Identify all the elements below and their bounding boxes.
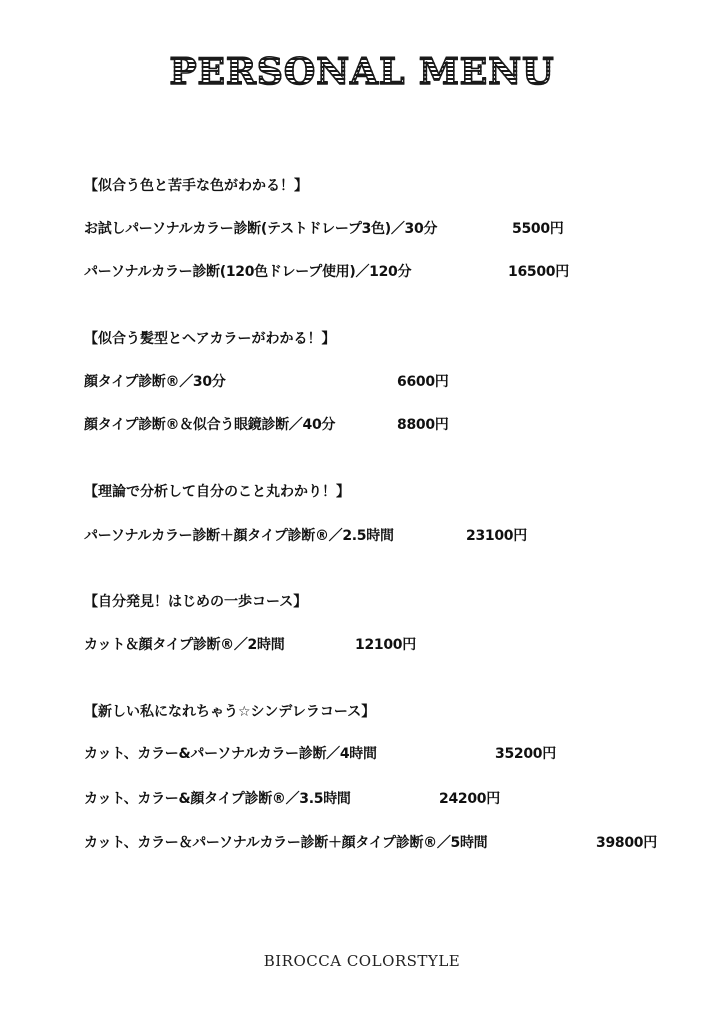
section-heading-cinderella: 【新しい私になれちゃう☆シンデレラコース】: [84, 704, 376, 720]
footer-brand: BIROCCA COLORSTYLE: [263, 952, 461, 970]
menu-item-name: お試しパーソナルカラー診断(テストドレープ3色)／30分: [84, 221, 438, 237]
section-heading-theory: 【理論で分析して自分のこと丸わかり！】: [84, 484, 350, 500]
menu-item-price: 16500円: [508, 264, 569, 280]
menu-item-price: 24200円: [439, 791, 500, 807]
menu-item-name: 顔タイプ診断®／30分: [84, 374, 226, 390]
page-title: PERSONAL MENU: [0, 46, 724, 98]
menu-item-name: カット＆顔タイプ診断®／2時間: [84, 637, 285, 653]
menu-item-name: パーソナルカラー診断(120色ドレープ使用)／120分: [84, 264, 412, 280]
menu-item-price: 12100円: [355, 637, 416, 653]
menu-item-price: 8800円: [397, 417, 449, 433]
menu-item-price: 35200円: [495, 746, 556, 762]
menu-item-price: 39800円: [596, 835, 657, 851]
menu-item-price: 23100円: [466, 528, 527, 544]
menu-item-price: 5500円: [512, 221, 564, 237]
menu-item-name: 顔タイプ診断®＆似合う眼鏡診断／40分: [84, 417, 336, 433]
menu-item-name: カット、カラー＆パーソナルカラー診断＋顔タイプ診断®／5時間: [84, 835, 488, 851]
menu-item-name: カット、カラー&顔タイプ診断®／3.5時間: [84, 791, 351, 807]
section-heading-color: 【似合う色と苦手な色がわかる！】: [84, 178, 308, 194]
menu-item-name: カット、カラー&パーソナルカラー診断／4時間: [84, 746, 377, 762]
menu-item-name: パーソナルカラー診断＋顔タイプ診断®／2.5時間: [84, 528, 394, 544]
menu-item-price: 6600円: [397, 374, 449, 390]
section-heading-hair: 【似合う髪型とヘアカラーがわかる！】: [84, 331, 336, 347]
section-heading-first-step: 【自分発見！はじめの一歩コース】: [84, 594, 308, 610]
